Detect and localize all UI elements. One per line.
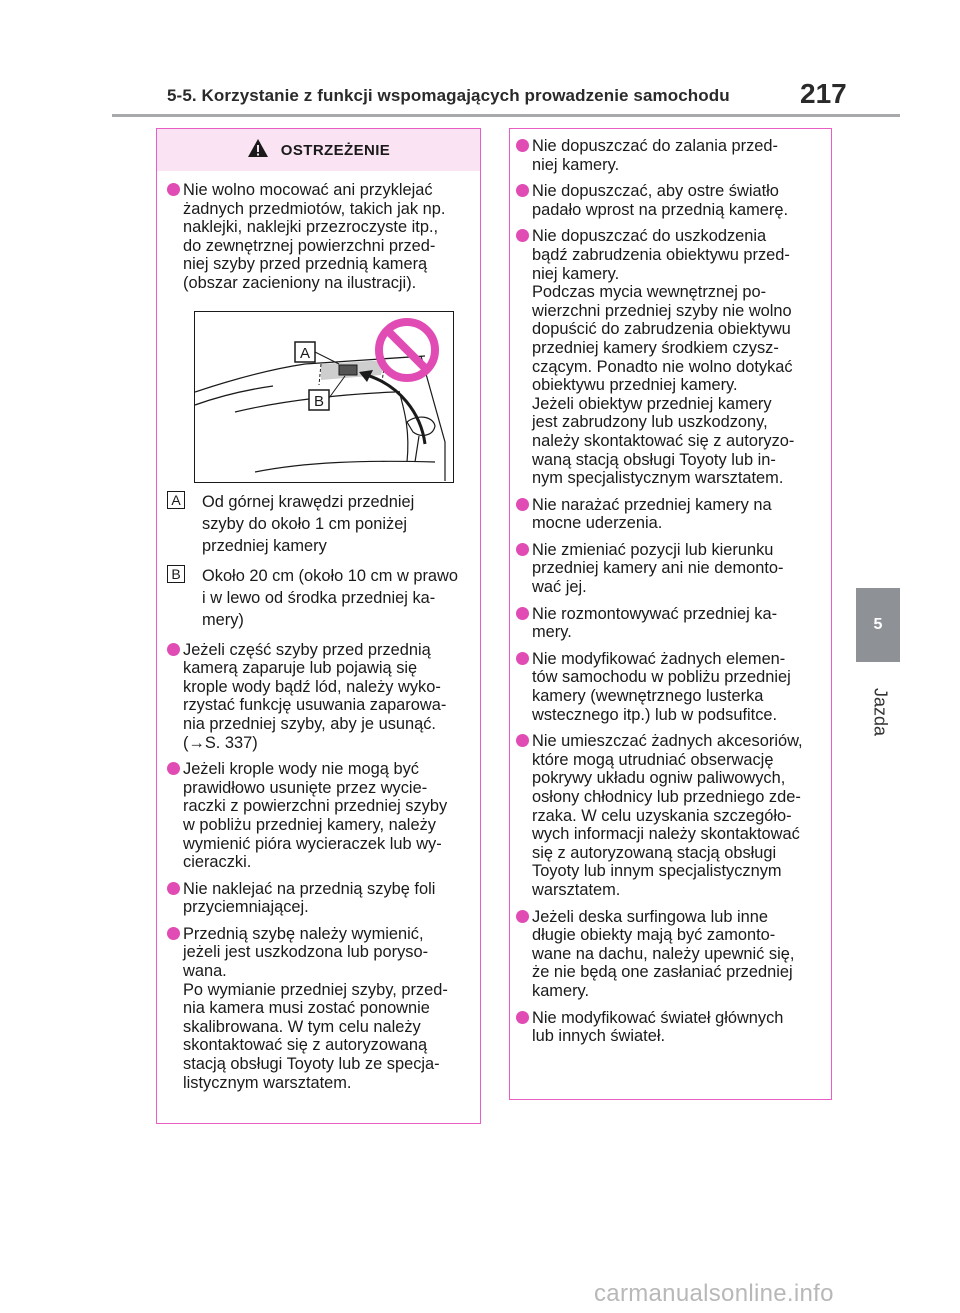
callout-text-b: Około 20 cm (około 10 cm w prawo i w lewo od środka przedniej ka- mery) [202,566,458,629]
item-text: Nie zmieniać pozycji lub kierunku przedniej kamery ani nie demonto- wać jej. [532,540,784,597]
list-item [516,1009,825,1046]
warning-list-before [167,181,472,293]
item-note: Podczas mycia wewnętrznej po- wierzchni przedniej szyby nie wolno dopuścić do zabrudzenia obiektywu przedniej kamery środkiem czysz- czącym. Ponadto nie wolno dotykać obiektywu przedniej kamery. Jeżeli obiektyw przedniej kamery jest zabrudzony lub uszkodzony, należy skontaktować się z autoryzo- waną stacją obsługi Toyoty lub in- nym specjalistycznym warsztatem. [532,283,795,488]
item-text: Nie naklejać na przednią szybę foli przyciemniającej. [183,879,436,917]
bullet-icon [167,183,180,196]
bullet-icon [516,734,529,747]
item-text: Nie wolno mocować ani przyklejać żadnych przedmiotów, takich jak np. naklejki, naklejki przezroczyste itp., do zewnętrznej powierzchni przed- niej szyby przed przednią kamerą (obszar zacieniony na ilustracji). [183,181,446,292]
list-item [516,605,825,642]
warning-box-right [509,128,832,1100]
bullet-icon [516,498,529,511]
item-note: Po wymianie przedniej szyby, przed- nia kamera musi zostać ponownie skalibrowana. W tym celu należy skontaktować się z autoryzowaną stacją obsługi Toyoty lub ze specja- listycznym warsztatem. [183,980,448,1092]
bullet-icon [167,643,180,656]
warning-triangle-icon [247,138,269,163]
warning-box-left [156,128,481,1124]
item-text: Nie modyfikować świateł głównych lub innych świateł. [532,1008,784,1046]
warning-list-after [167,641,472,1093]
warning-list-right [516,137,825,1046]
chapter-label: Jazda [870,687,891,737]
camera-area-illustration [194,311,454,483]
list-item [167,641,472,753]
warning-header [157,129,480,171]
bullet-icon [516,910,529,923]
list-item [167,925,472,1092]
bullet-icon [167,927,180,940]
warning-title: OSTRZEŻENIE [280,141,391,159]
list-item [516,650,825,724]
list-item [516,496,825,533]
header-divider [112,114,900,117]
item-text: Nie dopuszczać do uszkodzenia bądź zabrudzenia obiektywu przed- niej kamery. [532,227,790,283]
bullet-icon [516,607,529,620]
watermark: carmanualsonline.info [594,1280,834,1307]
item-text: Przednią szybę należy wymienić, jeżeli jest uszkodzona lub poryso- wana. [183,924,429,981]
item-text: Nie narażać przedniej kamery na mocne uderzenia. [532,495,772,533]
list-item [516,732,825,899]
item-text: Nie umieszczać żadnych akcesoriów, które mogą utrudniać obserwację pokrywy układu ogniw paliwowych, osłony chłodnicy lub przedniego zde- rzaka. W celu uzyskania szczegóło- wych informacji należy skontaktować się z autoryzowaną stacją obsługi Toyoty lub innym specjalistycznym warsztatem. [532,732,803,899]
figure-label-b: B [313,392,325,410]
item-text: Jeżeli krople wody nie mogą być prawidłowo usunięte przez wycie- raczki z powierzchni przedniej szyby w pobliżu przedniej kamery, należy wymienić pióra wycieraczek lub wy- cieraczki. [183,760,448,872]
list-item [167,760,472,872]
item-text: Nie dopuszczać do zalania przed- niej kamery. [532,137,778,174]
callout-list [167,491,472,631]
item-text: Jeżeli deska surfingowa lub inne długie obiekty mają być zamonto- wane na dachu, należy upewnić się, że nie będą one zasłaniać przedniej kamery. [532,907,795,1000]
bullet-icon [516,229,529,242]
item-text: Jeżeli część szyby przed przednią kamerą zaparuje lub pojawią się krople wody bądź lód, należy wyko- rzystać funkcję usuwania zaparowa- nia przedniej szyby, aby je usunąć. (→S. 337) [183,640,447,752]
page-number: 217 [800,78,847,109]
bullet-icon [167,882,180,895]
list-item [516,137,825,174]
figure-label-a: A [299,344,311,362]
bullet-icon [516,184,529,197]
callout-b [167,565,472,631]
callout-text-a: Od górnej krawędzi przedniej szyby do około 1 cm poniżej przedniej kamery [202,492,415,555]
list-item [516,908,825,1001]
callout-a [167,491,472,557]
bullet-icon [516,139,529,152]
chapter-tab[interactable] [856,588,900,662]
item-text: Nie dopuszczać, aby ostre światło padało wprost na przednią kamerę. [532,182,789,219]
section-header-title: 5-5. Korzystanie z funkcji wspomagających prowadzenie samochodu [167,86,730,105]
list-item [167,880,472,917]
windshield-diagram [195,312,452,481]
bullet-icon [167,762,180,775]
list-item [516,541,825,597]
bullet-icon [516,1011,529,1024]
list-item [516,182,825,219]
item-text: Nie modyfikować żadnych elemen- tów samochodu w pobliżu przedniej kamery (wewnętrznego lusterka wstecznego itp.) lub w podsufitce. [532,649,791,724]
callout-letter-b: B [167,565,185,583]
bullet-icon [516,652,529,665]
callout-letter-a: A [167,491,185,509]
bullet-icon [516,543,529,556]
list-item [167,181,472,293]
item-text: Nie rozmontowywać przedniej ka- mery. [532,604,778,642]
list-item [516,227,825,487]
chapter-number: 5 [873,616,883,633]
